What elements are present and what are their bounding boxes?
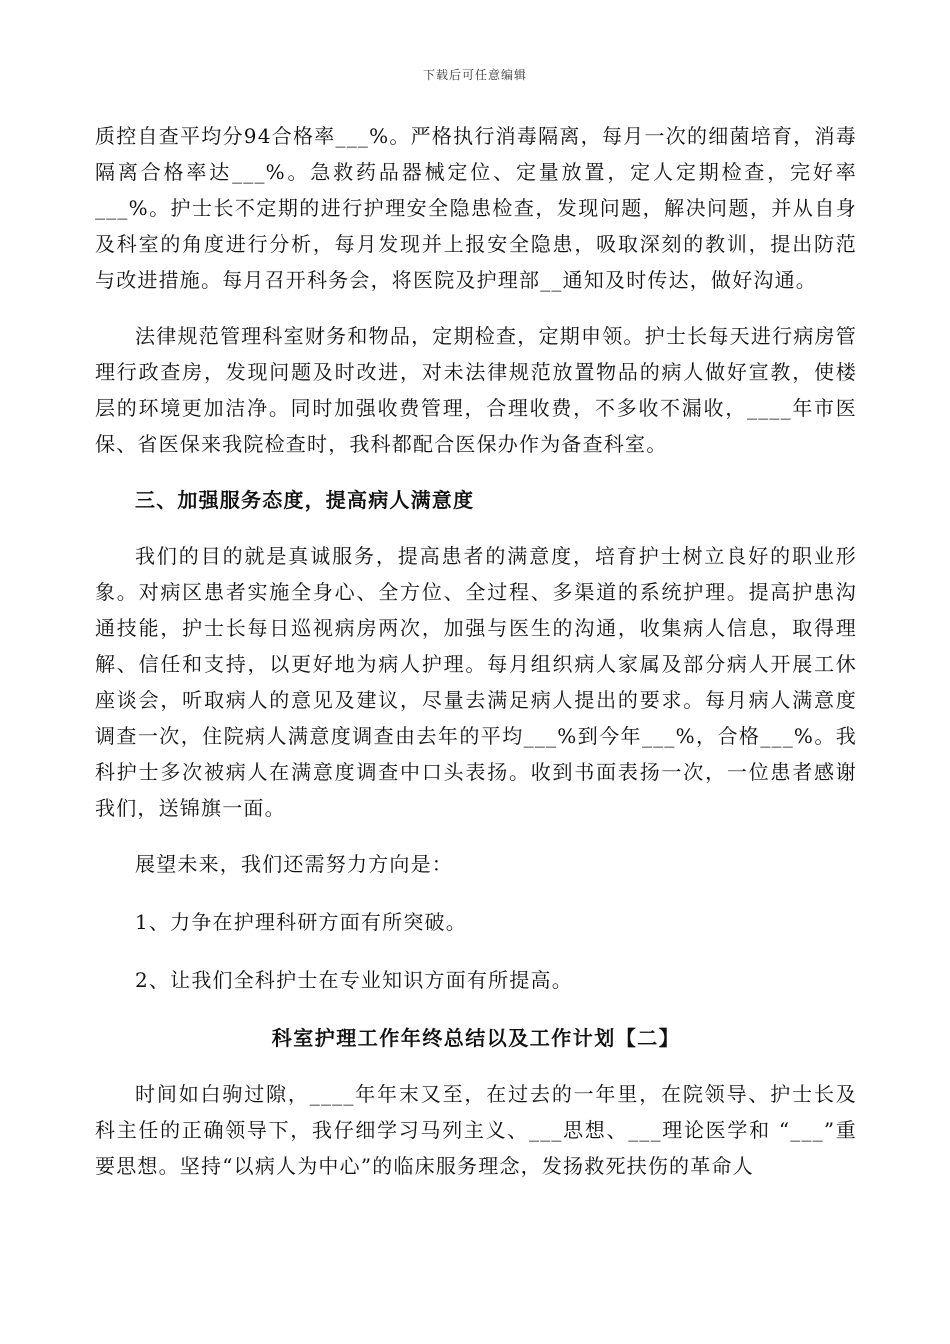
list-item-research: 1、力争在护理科研方面有所突破。	[135, 910, 467, 934]
paragraph-year-review: 时间如白驹过隙，____年年末又至，在过去的一年里，在院领导、护士长及科主任的正确领导下，我仔细学习马列主义、___思想、___理论医学和 “___”重要思想。坚持“以病人为中心”的临床服务理念，发扬救死扶伤的革命人	[95, 1082, 857, 1178]
outlook-intro: 展望未来，我们还需努力方向是：	[135, 852, 453, 876]
document-body	[95, 118, 857, 1204]
paragraph-quality-control: 质控自查平均分94合格率___%。严格执行消毒隔离，每月一次的细菌培育，消毒隔离合格率达___%。急救药品器械定位、定量放置，定人定期检查，完好率___%。护士长不定期的进行护理安全隐患检查，发现问题，解决问题，并从自身及科室的角度进行分析，每月发现并上报安全隐患，吸取深刻的教训，提出防范与改进措施。每月召开科务会，将医院及护理部__通知及时传达，做好沟通。	[95, 124, 857, 292]
section-heading-service-attitude: 三、加强服务态度，提高病人满意度	[135, 488, 475, 512]
paragraph-property-management: 法律规范管理科室财务和物品，定期检查，定期申领。护士长每天进行病房管理行政查房，发现问题及时改进，对未法律规范放置物品的病人做好宣教，使楼层的环境更加洁净。同时加强收费管理，合理收费，不多收不漏收，____年市医保、省医保来我院检查时，我科都配合医保办作为备查科室。	[95, 324, 857, 456]
document-title-part-two: 科室护理工作年终总结以及工作计划【二】	[271, 1026, 681, 1050]
page-header-note: 下载后可任意编辑	[422, 68, 527, 82]
list-item-knowledge: 2、让我们全科护士在专业知识方面有所提高。	[135, 968, 573, 992]
paragraph-patient-satisfaction: 我们的目的就是真诚服务，提高患者的满意度，培育护士树立良好的职业形象。对病区患者实施全身心、全方位、全过程、多渠道的系统护理。提高护患沟通技能，护士长每日巡视病房两次，加强与医生的沟通，收集病人信息，取得理解、信任和支持，以更好地为病人护理。每月组织病人家属及部分病人开展工休座谈会，听取病人的意见及建议，尽量去满足病人提出的要求。每月病人满意度调查一次，住院病人满意度调查由去年的平均___%到今年___%，合格___%。我科护士多次被病人在满意度调查中口头表扬。收到书面表扬一次，一位患者感谢我们，送锦旗一面。	[95, 544, 857, 820]
